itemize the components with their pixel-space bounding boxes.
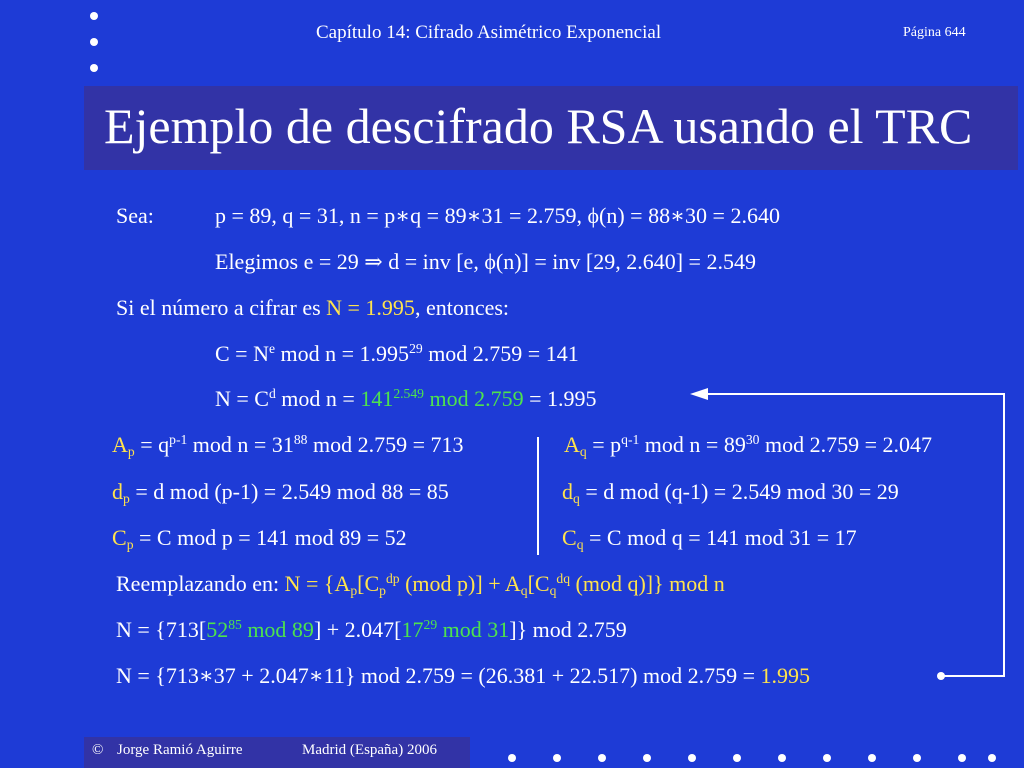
decor-dot — [508, 754, 516, 762]
number-line: Si el número a cifrar es N = 1.995, entonces: — [116, 295, 510, 320]
decor-dot — [598, 754, 606, 762]
aq-equation: $A_q = p^{q-1}$ mod $n = 89^{30}$ mod 2.759 = 2.047 — [564, 431, 932, 460]
footer-author: Jorge Ramió Aguirre — [117, 742, 243, 758]
ap-equation: $A_p = q^{p-1}$ mod $n = 31^{88}$ mod 2.759 = 713 — [112, 431, 464, 460]
params-line: p = 89, q = 31, n = p∗q = 89∗31 = 2.759, ϕ(n) = 88∗30 = 2.640 — [215, 203, 780, 228]
decor-dot — [553, 754, 561, 762]
decor-dot — [868, 754, 876, 762]
cp-equation: $C_p = C$ mod p = 141 mod 89 = 52 — [112, 525, 407, 553]
choose-e-line: Elegimos e = 29 ⇒ d = inv [e, ϕ(n)] = inv [29, 2.640] = 2.549 — [215, 249, 756, 274]
substituted-values-line: $N = \{713[52^{85}$ mod $89] + 2.047[17^{29}$ mod 31]} mod 2.759 — [116, 616, 627, 642]
footer-place: Madrid (España) 2006 — [302, 742, 437, 758]
cipher-equation: $C = N^e$ mod $n = 1.995^{29}$ mod 2.759 = 141 — [215, 340, 579, 366]
decor-dot — [688, 754, 696, 762]
page-number: Página 644 — [903, 25, 966, 40]
decor-dot — [988, 754, 996, 762]
cq-equation: $C_q = C$ mod q = 141 mod 31 = 17 — [562, 525, 857, 553]
decipher-equation: $N = C^d$ mod $n = 141^{2.549}$ mod 2.759 = 1.995 — [215, 385, 597, 411]
decor-dot — [778, 754, 786, 762]
slide-title: Ejemplo de descifrado RSA usando el TRC — [104, 98, 973, 154]
decor-dot — [958, 754, 966, 762]
copyright-symbol: © — [92, 742, 104, 758]
dp-equation: $d_p = d$ mod (p-1) = 2.549 mod 88 = 85 — [112, 479, 449, 507]
final-result-line: N = {713∗37 + 2.047∗11} mod 2.759 = (26.381 + 22.517) mod 2.759 = 1.995 — [116, 663, 811, 688]
dq-equation: $d_q = d$ mod (q-1) = 2.549 mod 30 = 29 — [562, 479, 899, 507]
substitution-line: Reemplazando en: $N = \{A_p[C_p^{dp}$ (mod $p)] + A_q[C_q^{dq}$ (mod q)]} mod n — [116, 570, 725, 599]
sea-label: Sea: — [116, 203, 154, 228]
decor-dot — [823, 754, 831, 762]
decor-dot — [643, 754, 651, 762]
decor-dot — [733, 754, 741, 762]
chapter-header: Capítulo 14: Cifrado Asimétrico Exponencial — [316, 22, 662, 43]
decor-dot — [913, 754, 921, 762]
